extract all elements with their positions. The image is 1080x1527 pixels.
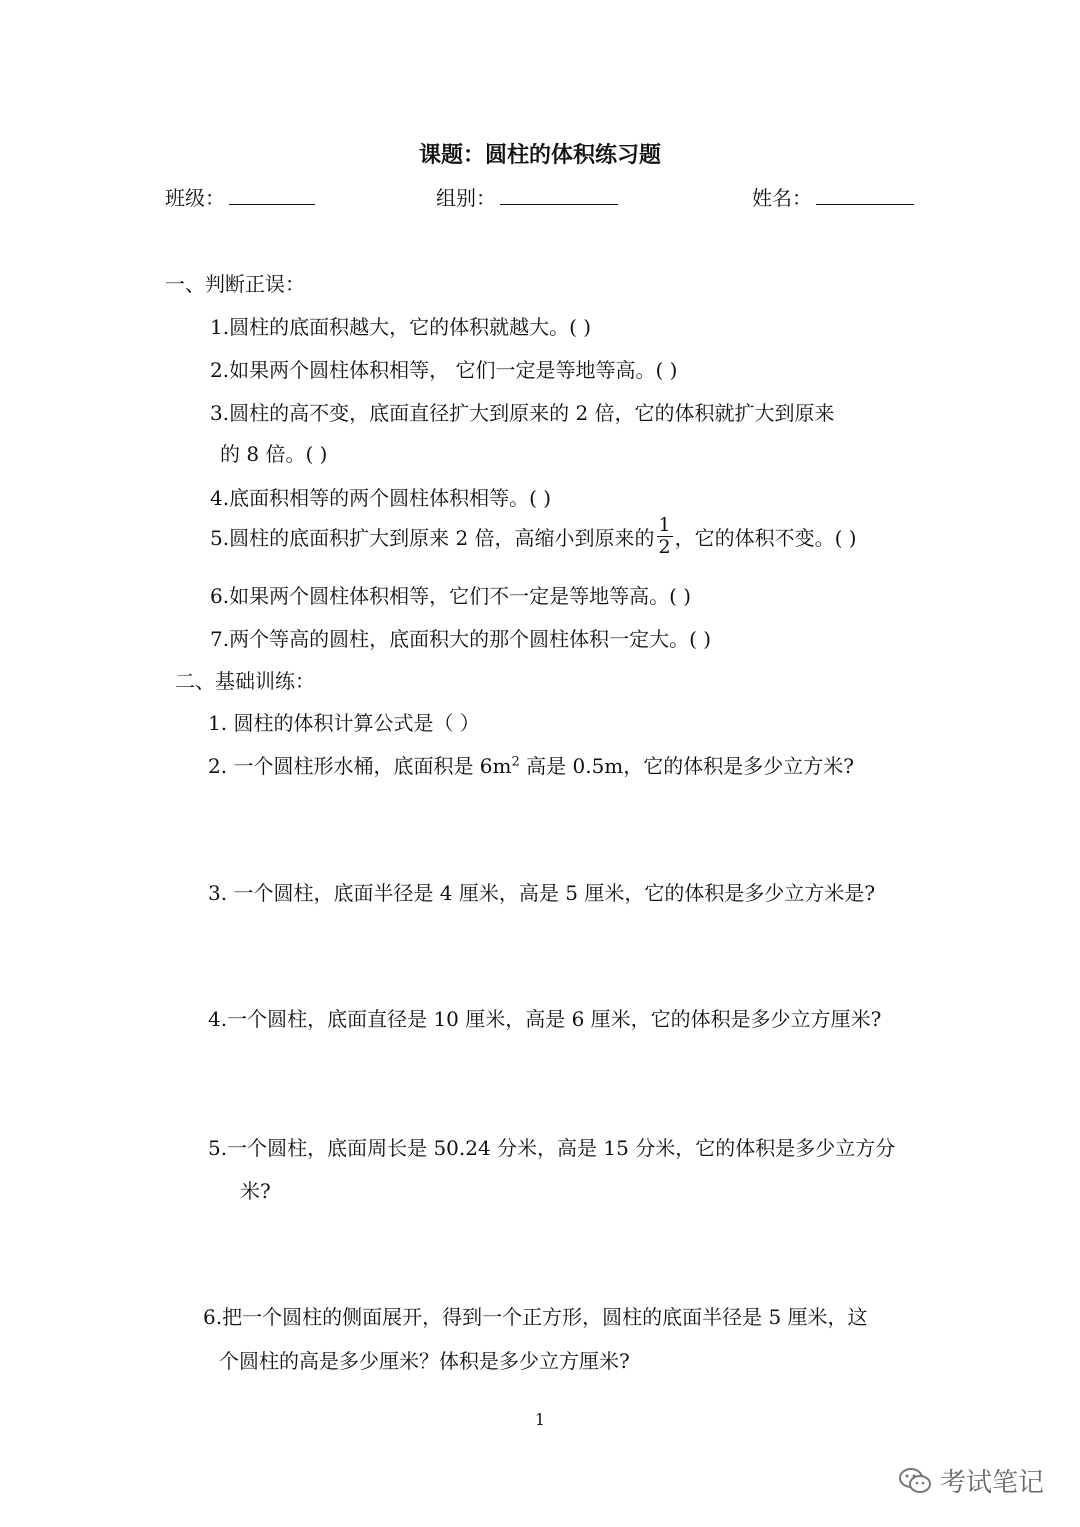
judge-item-6: 6.如果两个圆柱体积相等，它们不一定是等地等高。( ) [210, 584, 692, 608]
basic-item-3: 3. 一个圆柱，底面半径是 4 厘米，高是 5 厘米，它的体积是多少立方米是? [208, 881, 876, 905]
class-blank-line[interactable] [229, 186, 315, 205]
section1-heading: 一、判断正误： [165, 272, 305, 296]
group-field [436, 182, 618, 211]
judge-item-3-line1: 3.圆柱的高不变，底面直径扩大到原来的 2 倍，它的体积就扩大到原来 [210, 401, 835, 425]
page-number: 1 [534, 1410, 546, 1429]
basic-item-4: 4.一个圆柱，底面直径是 10 厘米，高是 6 厘米，它的体积是多少立方厘米? [208, 1007, 882, 1031]
basic-item-6-line1: 6.把一个圆柱的侧面展开，得到一个正方形，圆柱的底面半径是 5 厘米，这 [203, 1305, 868, 1329]
basic-item-6-line2: 个圆柱的高是多少厘米？体积是多少立方厘米? [219, 1349, 630, 1373]
judge-item-3-line2: 的 8 倍。( ) [220, 442, 328, 466]
basic-item-5-line1: 5.一个圆柱，底面周长是 50.24 分米，高是 15 分米，它的体积是多少立方分 [208, 1136, 896, 1160]
judge-item-7: 7.两个等高的圆柱，底面积大的那个圆柱体积一定大。( ) [210, 627, 712, 651]
fraction-numerator: 1 [658, 514, 671, 536]
name-field [752, 182, 914, 211]
section2-heading: 二、基础训练： [175, 669, 315, 693]
class-label: 班级： [165, 186, 225, 210]
fraction-denominator: 2 [658, 536, 671, 558]
name-label: 姓名： [752, 186, 812, 210]
fraction-one-half [657, 516, 673, 557]
basic-item-2-text-a: 2. 一个圆柱形水桶，底面积是 6m [208, 754, 512, 778]
judge-item-1: 1.圆柱的底面积越大，它的体积就越大。( ) [210, 315, 592, 339]
basic-item-5-line2: 米? [240, 1179, 271, 1203]
judge-item-5-text-b: ，它的体积不变。( ) [674, 526, 857, 550]
watermark [898, 1462, 1044, 1499]
group-blank-line[interactable] [500, 186, 618, 205]
judge-item-5-text-a: 5.圆柱的底面积扩大到原来 2 倍，高缩小到原来的 [210, 526, 655, 550]
judge-item-4: 4.底面积相等的两个圆柱体积相等。( ) [210, 486, 552, 510]
basic-item-1: 1. 圆柱的体积计算公式是（ ） [208, 711, 480, 735]
judge-item-2: 2.如果两个圆柱体积相等， 它们一定是等地等高。( ) [210, 358, 678, 382]
class-field [165, 182, 315, 211]
wechat-icon [898, 1467, 932, 1495]
watermark-text: 考试笔记 [940, 1468, 1045, 1498]
basic-item-2 [208, 750, 854, 779]
superscript-square: 2 [511, 754, 520, 770]
group-label: 组别： [436, 186, 496, 210]
judge-item-5 [210, 516, 857, 557]
basic-item-2-text-b: 高是 0.5m，它的体积是多少立方米? [519, 754, 854, 778]
page-title: 课题：圆柱的体积练习题 [418, 142, 661, 168]
name-blank-line[interactable] [816, 186, 914, 205]
